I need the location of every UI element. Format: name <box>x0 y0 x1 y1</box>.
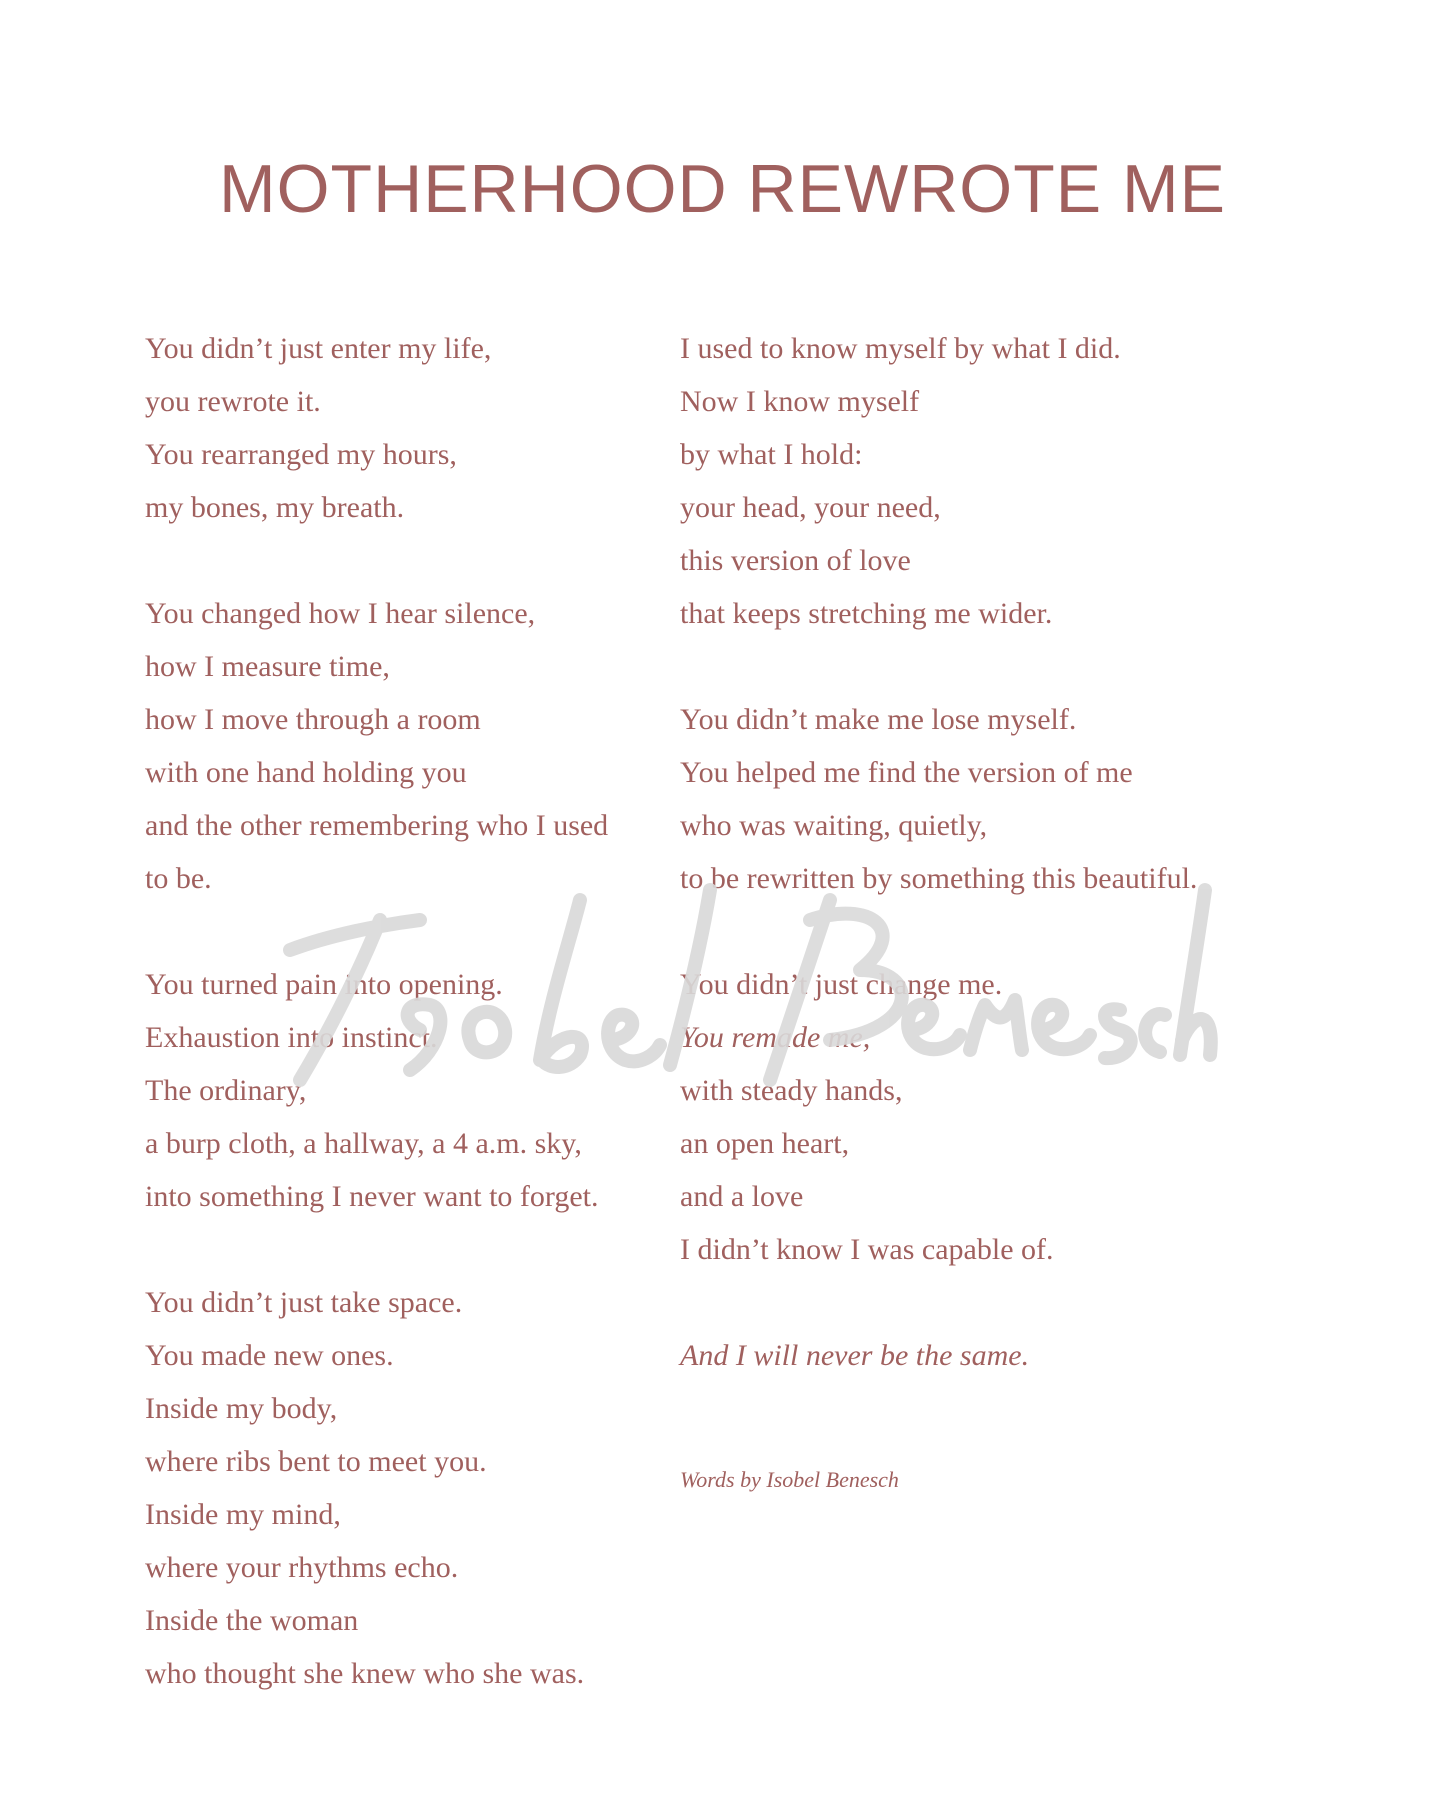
left-poem-line: how I move through a room <box>145 703 481 736</box>
right-poem-line: And I will never be the same. <box>680 1339 1030 1372</box>
left-poem-line: you rewrote it. <box>145 385 321 418</box>
right-poem-line: this version of love <box>680 544 911 577</box>
left-poem-line: You made new ones. <box>145 1339 394 1372</box>
right-poem-line: You remade me, <box>680 1021 871 1054</box>
left-poem-line: and the other remembering who I used <box>145 809 609 842</box>
left-poem-line: where ribs bent to meet you. <box>145 1445 487 1478</box>
left-poem-line: where your rhythms echo. <box>145 1551 459 1584</box>
poem-title: MOTHERHOOD REWROTE ME <box>219 151 1226 227</box>
right-poem-line: with steady hands, <box>680 1074 903 1107</box>
right-poem-line: who was waiting, quietly, <box>680 809 988 842</box>
right-poem-line: your head, your need, <box>680 491 941 524</box>
right-poem-line: I used to know myself by what I did. <box>680 332 1121 365</box>
left-poem-line: with one hand holding you <box>145 756 467 789</box>
right-poem-stanza-break <box>680 1276 1320 1329</box>
right-poem-line: to be rewritten by something this beautiful. <box>680 862 1198 895</box>
left-poem-line: to be. <box>145 862 212 895</box>
right-poem-stanza-break <box>680 640 1320 693</box>
left-poem-line: Exhaustion into instinct. <box>145 1021 438 1054</box>
credit-wrap <box>680 1420 1320 1500</box>
right-poem-line: Now I know myself <box>680 385 920 418</box>
left-poem-line: You turned pain into opening. <box>145 968 503 1001</box>
left-poem-line: who thought she knew who she was. <box>145 1657 585 1690</box>
right-poem-line: I didn’t know I was capable of. <box>680 1233 1054 1266</box>
left-poem-line: into something I never want to forget. <box>145 1180 599 1213</box>
left-poem-line: The ordinary, <box>145 1074 307 1107</box>
right-column <box>680 322 1320 1382</box>
left-poem-stanza-break <box>145 534 685 587</box>
left-poem-line: You didn’t just enter my life, <box>145 332 492 365</box>
left-poem-line: Inside the woman <box>145 1604 359 1637</box>
right-poem-stanza-break <box>680 905 1320 958</box>
left-column <box>145 322 685 1700</box>
right-poem-line: and a love <box>680 1180 804 1213</box>
right-poem-line: You didn’t just change me. <box>680 968 1003 1001</box>
right-poem-line: You helped me find the version of me <box>680 756 1133 789</box>
left-poem-line: a burp cloth, a hallway, a 4 a.m. sky, <box>145 1127 582 1160</box>
right-poem-line: You didn’t make me lose myself. <box>680 703 1077 736</box>
left-poem-line: You rearranged my hours, <box>145 438 457 471</box>
left-poem-line: how I measure time, <box>145 650 390 683</box>
left-poem-line: Inside my body, <box>145 1392 338 1425</box>
left-poem-line: Inside my mind, <box>145 1498 341 1531</box>
right-poem-line: that keeps stretching me wider. <box>680 597 1053 630</box>
left-poem-stanza-break <box>145 905 685 958</box>
poem-credit: Words by Isobel Benesch <box>680 1467 899 1492</box>
left-poem-line: You didn’t just take space. <box>145 1286 463 1319</box>
left-poem-line: my bones, my breath. <box>145 491 405 524</box>
left-poem-stanza-break <box>145 1223 685 1276</box>
right-poem-line: an open heart, <box>680 1127 850 1160</box>
right-poem-line: by what I hold: <box>680 438 863 471</box>
left-poem-line: You changed how I hear silence, <box>145 597 536 630</box>
